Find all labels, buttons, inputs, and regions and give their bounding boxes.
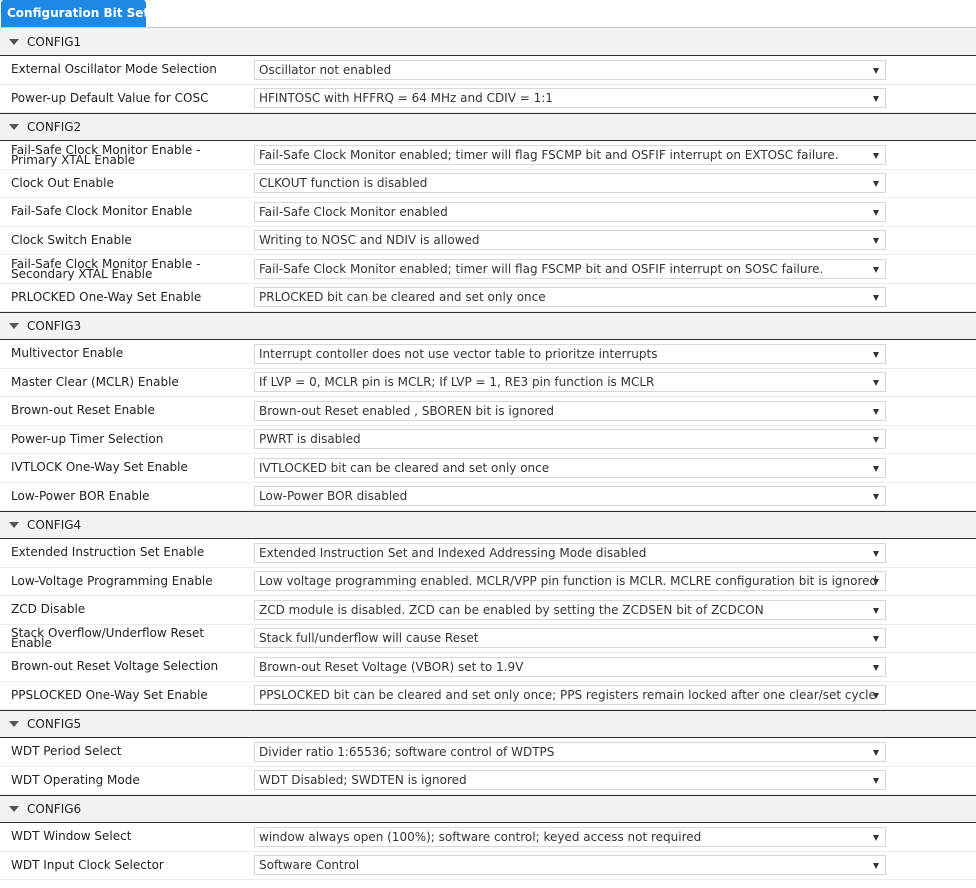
setting-row — [0, 738, 976, 767]
setting-row — [0, 369, 976, 398]
dropdown-arrow-icon[interactable] — [873, 267, 879, 273]
setting-label: Clock Switch Enable — [11, 232, 132, 247]
dropdown-selected-value: ZCD module is disabled. ZCD can be enabled by setting the ZCDSEN bit of ZCDCON — [259, 602, 764, 617]
section-title: CONFIG5 — [27, 717, 82, 731]
dropdown-selected-value: Fail-Safe Clock Monitor enabled; timer will flag FSCMP bit and OSFIF interrupt on SOSC failure. — [259, 261, 824, 276]
section-header-config6[interactable] — [0, 795, 976, 823]
dropdown-selected-value: Brown-out Reset Voltage (VBOR) set to 1.9V — [259, 659, 524, 674]
setting-dropdown[interactable] — [254, 60, 886, 80]
setting-label: Master Clear (MCLR) Enable — [11, 374, 179, 389]
setting-row — [0, 596, 976, 625]
dropdown-selected-value: PRLOCKED bit can be cleared and set only once — [259, 290, 546, 305]
setting-row — [0, 426, 976, 455]
section-header-config3[interactable] — [0, 312, 976, 340]
setting-label: Brown-out Reset Enable — [11, 403, 155, 418]
section-title: CONFIG1 — [27, 34, 82, 49]
setting-dropdown[interactable] — [254, 657, 886, 677]
collapse-caret-icon[interactable] — [9, 721, 19, 727]
setting-row — [0, 340, 976, 369]
section-header-config5[interactable] — [0, 710, 976, 738]
setting-row — [0, 682, 976, 711]
collapse-caret-icon[interactable] — [9, 806, 19, 812]
section-title: CONFIG4 — [27, 518, 82, 532]
setting-dropdown[interactable] — [254, 173, 886, 193]
dropdown-selected-value: Divider ratio 1:65536; software control of WDTPS — [259, 744, 555, 759]
setting-dropdown[interactable] — [254, 685, 886, 705]
setting-dropdown[interactable] — [254, 344, 886, 364]
setting-row — [0, 767, 976, 796]
setting-label: WDT Operating Mode — [11, 772, 140, 787]
tab-configuration-bit-setup[interactable]: Configuration Bit Setup — [1, 0, 146, 27]
dropdown-selected-value: PWRT is disabled — [259, 432, 361, 447]
setting-row — [0, 539, 976, 568]
setting-label: Clock Out Enable — [11, 175, 114, 190]
dropdown-selected-value: WDT Disabled; SWDTEN is ignored — [259, 773, 467, 788]
dropdown-selected-value: Brown-out Reset enabled , SBOREN bit is ignored — [259, 403, 554, 418]
dropdown-arrow-icon[interactable] — [873, 437, 879, 443]
dropdown-arrow-icon[interactable] — [873, 295, 879, 301]
dropdown-arrow-icon[interactable] — [873, 352, 879, 358]
dropdown-selected-value: window always open (100%); software control; keyed access not required — [259, 829, 702, 844]
setting-row — [0, 823, 976, 852]
setting-row — [0, 568, 976, 597]
setting-dropdown[interactable] — [254, 429, 886, 449]
setting-dropdown[interactable] — [254, 401, 886, 421]
setting-row — [0, 625, 976, 654]
dropdown-selected-value: HFINTOSC with HFFRQ = 64 MHz and CDIV = 1:1 — [259, 91, 553, 106]
setting-row — [0, 284, 976, 313]
setting-row — [0, 227, 976, 256]
dropdown-arrow-icon[interactable] — [873, 665, 879, 671]
setting-row — [0, 56, 976, 85]
setting-row — [0, 397, 976, 426]
dropdown-selected-value: Fail-Safe Clock Monitor enabled; timer will flag FSCMP bit and OSFIF interrupt on EXTOSC failure. — [259, 147, 839, 162]
dropdown-arrow-icon[interactable] — [873, 466, 879, 472]
tab-bar — [0, 0, 976, 28]
dropdown-arrow-icon[interactable] — [873, 68, 879, 74]
setting-label: PRLOCKED One-Way Set Enable — [11, 289, 202, 304]
setting-dropdown[interactable] — [254, 571, 886, 591]
dropdown-arrow-icon[interactable] — [873, 153, 879, 159]
setting-dropdown[interactable] — [254, 458, 886, 478]
setting-dropdown[interactable] — [254, 287, 886, 307]
dropdown-arrow-icon[interactable] — [873, 835, 879, 841]
collapse-caret-icon[interactable] — [9, 124, 19, 130]
setting-dropdown[interactable] — [254, 600, 886, 620]
setting-label: IVTLOCK One-Way Set Enable — [11, 460, 188, 475]
dropdown-arrow-icon[interactable] — [873, 693, 879, 699]
dropdown-selected-value: Stack full/underflow will cause Reset — [259, 631, 479, 646]
setting-row — [0, 483, 976, 512]
dropdown-arrow-icon[interactable] — [873, 380, 879, 386]
dropdown-arrow-icon[interactable] — [873, 238, 879, 244]
setting-label: ZCD Disable — [11, 602, 86, 617]
section-title: CONFIG2 — [27, 120, 82, 134]
setting-row — [0, 141, 976, 170]
setting-label: Multivector Enable — [11, 346, 124, 361]
section-header-config2[interactable] — [0, 113, 976, 141]
setting-label: Low-Voltage Programming Enable — [11, 573, 213, 588]
dropdown-arrow-icon[interactable] — [873, 608, 879, 614]
setting-label: Fail-Safe Clock Monitor Enable - Primary XTAL Enable — [11, 142, 201, 167]
setting-dropdown[interactable] — [254, 543, 886, 563]
dropdown-arrow-icon[interactable] — [873, 750, 879, 756]
setting-dropdown[interactable] — [254, 742, 886, 762]
section-header-config1[interactable] — [0, 28, 976, 56]
setting-label: Brown-out Reset Voltage Selection — [11, 659, 219, 674]
setting-row — [0, 852, 976, 881]
dropdown-arrow-icon[interactable] — [873, 96, 879, 102]
setting-dropdown[interactable] — [254, 372, 886, 392]
setting-label: WDT Input Clock Selector — [11, 857, 164, 872]
setting-dropdown[interactable] — [254, 855, 886, 875]
setting-row — [0, 454, 976, 483]
dropdown-arrow-icon[interactable] — [873, 863, 879, 869]
setting-row — [0, 198, 976, 227]
section-title: CONFIG6 — [27, 802, 82, 816]
dropdown-arrow-icon[interactable] — [873, 210, 879, 216]
dropdown-selected-value: Interrupt contoller does not use vector table to prioritze interrupts — [259, 346, 658, 361]
section-title: CONFIG3 — [27, 319, 82, 333]
dropdown-selected-value: PPSLOCKED bit can be cleared and set only once; PPS registers remain locked after one clear/set cycle — [259, 688, 876, 703]
dropdown-selected-value: Software Control — [259, 858, 360, 873]
setting-label: WDT Period Select — [11, 744, 122, 759]
setting-label: Power-up Timer Selection — [11, 431, 164, 446]
dropdown-arrow-icon[interactable] — [873, 409, 879, 415]
dropdown-arrow-icon[interactable] — [873, 494, 879, 500]
dropdown-selected-value: Writing to NOSC and NDIV is allowed — [259, 233, 480, 248]
setting-row — [0, 653, 976, 682]
dropdown-selected-value: Oscillator not enabled — [259, 62, 392, 77]
dropdown-arrow-icon[interactable] — [873, 579, 879, 585]
setting-row — [0, 255, 976, 284]
config-sections — [0, 28, 976, 880]
dropdown-selected-value: Low voltage programming enabled. MCLR/VPP pin function is MCLR. MCLRE configuration bit is ignored — [259, 574, 878, 589]
setting-label: Fail-Safe Clock Monitor Enable — [11, 204, 193, 219]
dropdown-selected-value: Low-Power BOR disabled — [259, 489, 408, 504]
setting-label: Low-Power BOR Enable — [11, 488, 150, 503]
dropdown-arrow-icon[interactable] — [873, 551, 879, 557]
section-header-config4[interactable] — [0, 511, 976, 539]
setting-dropdown[interactable] — [254, 88, 886, 108]
setting-row — [0, 85, 976, 114]
setting-label: Extended Instruction Set Enable — [11, 545, 205, 560]
setting-dropdown[interactable] — [254, 770, 886, 790]
setting-label: Fail-Safe Clock Monitor Enable - Secondary XTAL Enable — [11, 256, 201, 281]
setting-label: Power-up Default Value for COSC — [11, 90, 209, 105]
setting-label: PPSLOCKED One-Way Set Enable — [11, 687, 208, 702]
dropdown-selected-value: CLKOUT function is disabled — [259, 176, 428, 191]
dropdown-selected-value: If LVP = 0, MCLR pin is MCLR; If LVP = 1, RE3 pin function is MCLR — [259, 375, 655, 390]
dropdown-selected-value: IVTLOCKED bit can be cleared and set only once — [259, 460, 550, 475]
setting-label: External Oscillator Mode Selection — [11, 62, 217, 77]
setting-dropdown[interactable] — [254, 145, 886, 165]
setting-dropdown[interactable] — [254, 259, 886, 279]
dropdown-selected-value: Fail-Safe Clock Monitor enabled — [259, 204, 448, 219]
dropdown-arrow-icon[interactable] — [873, 778, 879, 784]
setting-row — [0, 170, 976, 199]
dropdown-arrow-icon[interactable] — [873, 636, 879, 642]
dropdown-arrow-icon[interactable] — [873, 181, 879, 187]
collapse-caret-icon[interactable] — [9, 522, 19, 528]
setting-label: Stack Overflow/Underflow Reset Enable — [11, 626, 205, 651]
setting-dropdown[interactable] — [254, 827, 886, 847]
setting-label: WDT Window Select — [11, 829, 132, 844]
setting-dropdown[interactable] — [254, 202, 886, 222]
setting-dropdown[interactable] — [254, 486, 886, 506]
dropdown-selected-value: Extended Instruction Set and Indexed Addressing Mode disabled — [259, 545, 647, 560]
setting-dropdown[interactable] — [254, 230, 886, 250]
setting-dropdown[interactable] — [254, 628, 886, 648]
collapse-caret-icon[interactable] — [9, 39, 19, 45]
collapse-caret-icon[interactable] — [9, 323, 19, 329]
